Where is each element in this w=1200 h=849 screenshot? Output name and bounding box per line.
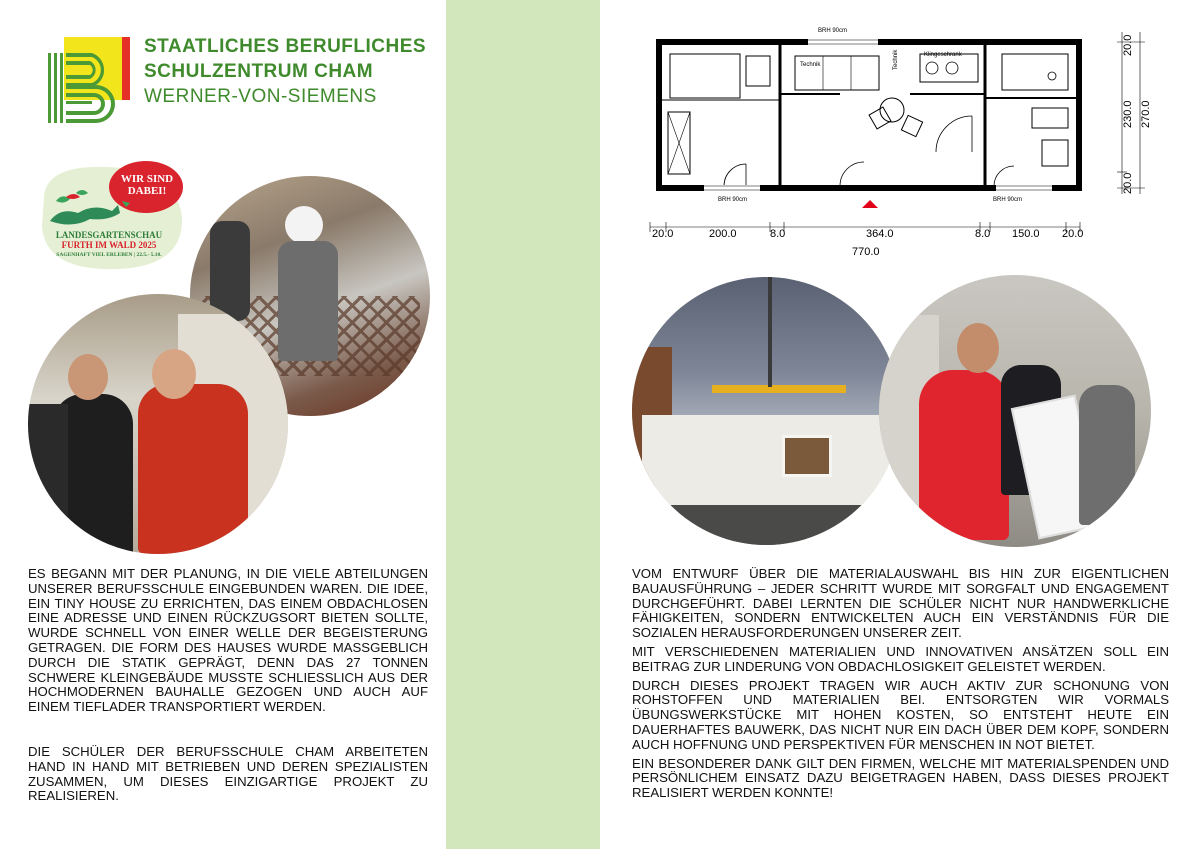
floorplan-room-technik: Technik	[800, 62, 821, 68]
student-figure-2	[28, 404, 68, 554]
badge-title1: LANDESGARTENSCHAU	[55, 230, 163, 240]
worker-figure-2	[210, 221, 250, 321]
entrance-marker-icon	[862, 200, 878, 208]
right-paragraph-4: EIN BESONDERER DANK GILT DEN FIRMEN, WELCHE MIT MATERIALSPENDEN UND PERSÖNLICHEM EINSATZ DAZU BEIGETRAGEN HABEN, DASS DIESES PROJEKT REALISIERT WERDEN KONNTE!	[632, 755, 1169, 801]
badge-tagline: SAGENHAFT VIEL ERLEBEN | 22.5.- 5.10.	[56, 252, 162, 258]
dim-width-5: 8.0	[975, 228, 991, 240]
worker-helmet	[285, 206, 323, 244]
photo-team-shower-tray	[879, 275, 1151, 547]
crane-chain	[768, 277, 772, 387]
right-text-block	[632, 567, 1169, 801]
dim-height-total: 270.0	[1140, 100, 1152, 128]
school-name-line2: SCHULZENTRUM CHAM	[144, 61, 374, 82]
dim-width-6: 150.0	[1012, 228, 1040, 240]
left-text-block	[28, 567, 428, 804]
school-name-line3: WERNER-VON-SIEMENS	[144, 86, 377, 107]
dim-height-1: 20.0	[1122, 34, 1134, 56]
floorplan-room-technik-2: Technik	[893, 49, 899, 70]
student-head	[68, 354, 108, 400]
left-paragraph-2: DIE SCHÜLER DER BERUFSSCHULE CHAM ARBEITETEN HAND IN HAND MIT BETRIEBEN UND DEREN SPEZIALISTEN ZUSAMMEN, UM DIESES EINZIGARTIGE PROJEKT ZU REALISIEREN.	[28, 743, 428, 804]
school-name-line1: STAATLICHES BERUFLICHES	[144, 36, 427, 57]
right-paragraph-3: DURCH DIESES PROJEKT TRAGEN WIR AUCH AKTIV ZUR SCHONUNG VON ROHSTOFFEN UND MATERIALIEN BEI. ENTSORGTEN WIR VORMALS ÜBUNGSWERKSTÜCKE MIT HOHEN KOSTEN, SO ENTSTEHT HEUTE EIN DAUERHAFTES BAUWERK, DAS NICHT NUR EIN DACH ÜBER DEM KOPF, SONDERN AUCH HOFFNUNG UND PERSPEKTIVEN FÜR MENSCHEN IN NOT BIETET.	[632, 677, 1169, 752]
dim-width-2: 200.0	[709, 228, 737, 240]
worker-grey-shirt	[1079, 385, 1135, 525]
badge-title2: FURTH IM WALD 2025	[61, 240, 157, 250]
school-name	[144, 34, 427, 109]
ground	[642, 505, 892, 545]
dim-height-2: 230.0	[1122, 100, 1134, 128]
badge-bubble-text: WIR SIND DABEI!	[120, 173, 174, 197]
floorplan-room-klingenschrank: Klingeschrank	[924, 52, 962, 58]
left-paragraph-1: ES BEGANN MIT DER PLANUNG, IN DIE VIELE ABTEILUNGEN UNSERER BERUFSSCHULE EINGEBUNDEN WAREN. DIE IDEE, EIN TINY HOUSE ZU ERRICHTEN, DAS EINEM OBDACHLOSEN EINE ADRESSE UND EINEN RÜCKZUGSORT BIETEN SOLLTE, WURDE SCHNELL VON EINER WELLE DER BEGEISTERUNG GETRAGEN. DIE FORM DES HAUSES WURDE MASSGEBLICH DURCH DIE STATIK GEPRÄGT, DENN DAS 27 TONNEN SCHWERE KLEINGEBÄUDE MUSSTE SCHLIESSLICH AUS DER HOCHMODERNEN BAUHALLE GEZOGEN UND AUCH AUF EINEM TIEFLADER TRANSPORTIERT WERDEN.	[28, 566, 428, 715]
instructor-vest	[138, 384, 248, 554]
dim-height-3: 20.0	[1122, 172, 1134, 194]
worker-red-head	[957, 323, 999, 373]
module-window	[782, 435, 832, 477]
dim-width-3: 8.0	[770, 228, 786, 240]
dim-total-width: 770.0	[852, 246, 880, 258]
lifting-beam	[712, 385, 846, 393]
dim-width-7: 20.0	[1062, 228, 1084, 240]
right-paragraph-2: MIT VERSCHIEDENEN MATERIALIEN UND INNOVATIVEN ANSÄTZEN SOLL EIN BEITRAG ZUR LINDERUNG VON OBDACHLOSIGKEIT GELEISTET WERDEN.	[632, 643, 1169, 674]
landesgartenschau-badge	[36, 157, 186, 273]
center-spine	[446, 0, 600, 849]
dim-width-4: 364.0	[866, 228, 894, 240]
worker-red-shirt	[919, 370, 1009, 540]
right-paragraph-1: VOM ENTWURF ÜBER DIE MATERIALAUSWAHL BIS HIN ZUR EIGENTLICHEN BAUAUSFÜHRUNG – JEDER SCHRITT WURDE MIT SORGFALT UND ENGAGEMENT DURCHGEFÜHRT. DABEI LERNTEN DIE SCHÜLER NICHT NUR HANDWERKLICHE FÄHIGKEITEN, SONDERN ENTWICKELTEN AUCH EIN VERSTÄNDNIS FÜR DIE SOZIALEN HERAUSFORDERUNGEN UNSERER ZEIT.	[632, 566, 1169, 641]
floorplan-brh-top: BRH 90cm	[818, 28, 848, 34]
floorplan-brh-bottom-right: BRH 90cm	[993, 197, 1023, 203]
instructor-head	[152, 349, 196, 399]
photo-electrical-work	[28, 294, 288, 554]
floorplan-brh-bottom-left: BRH 90cm	[718, 197, 748, 203]
dim-width-1: 20.0	[652, 228, 674, 240]
school-logo-icon	[46, 37, 132, 125]
photo-crane-lift	[632, 277, 900, 545]
